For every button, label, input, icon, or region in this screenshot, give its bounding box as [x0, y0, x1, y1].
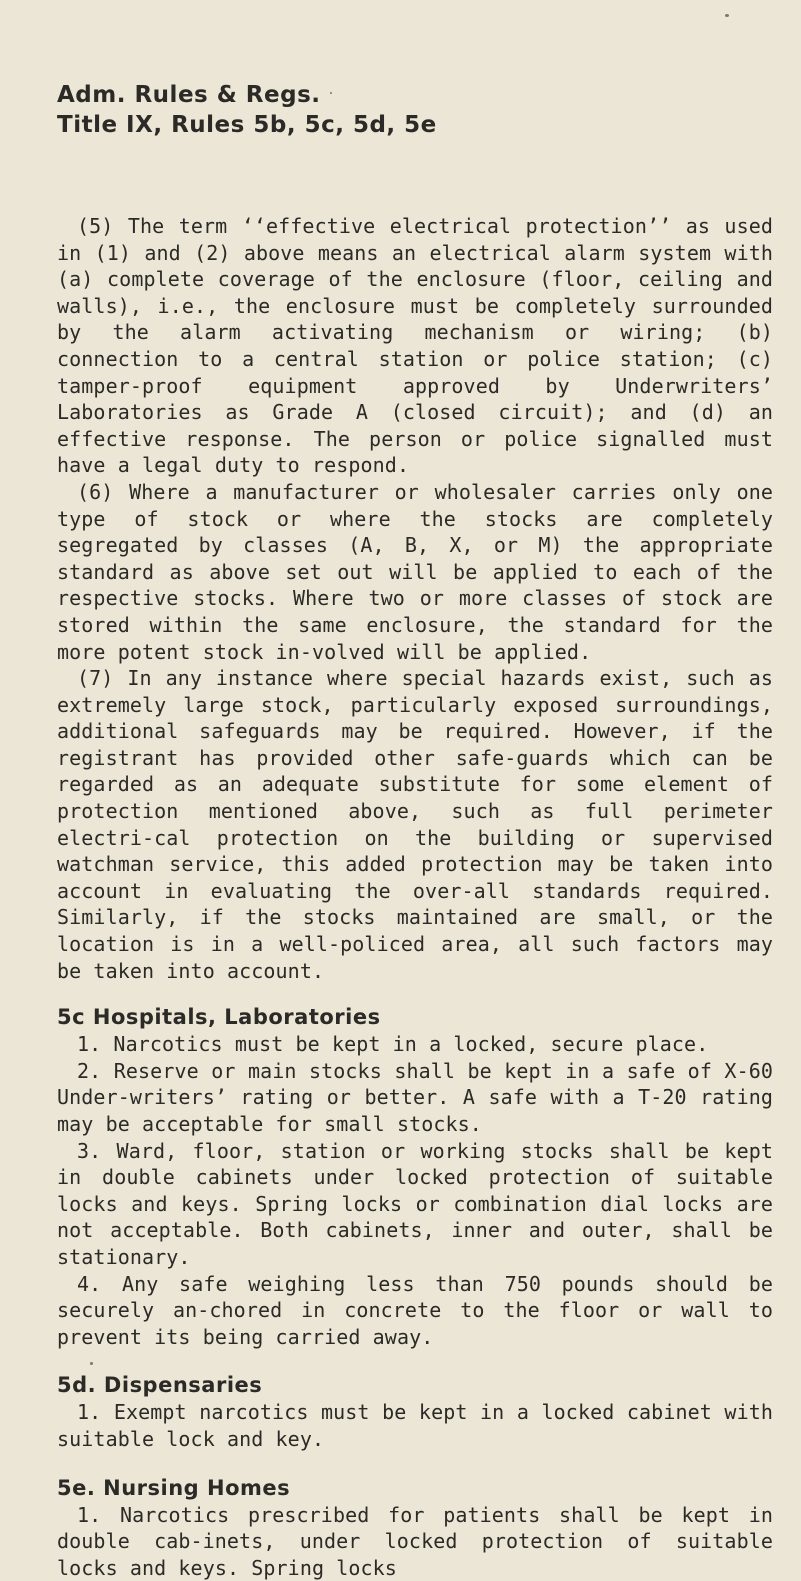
- section-5c-item-1: 1. Narcotics must be kept in a locked, secure place.: [77, 1032, 709, 1057]
- paper-speck: [90, 1362, 93, 1365]
- page-header: [57, 80, 773, 140]
- paragraph-6: (6) Where a manufacturer or wholesaler carries only one type of stock or where the stocks are completely segregated by classes (A, B, X, or M) the appropriate standard as above set out will be applied to each of the respective stocks. Where two or more classes of stock are stored within the same enclosure, the standard for the more potent stock in-volved will be applied.: [57, 479, 773, 664]
- section-5d: [57, 1372, 773, 1452]
- section-title: 5d. Dispensaries: [57, 1373, 263, 1398]
- section-5e-item-1: 1. Narcotics prescribed for patients shall be kept in double cab-inets, under locked protection of suitable locks and keys. Spring locks: [57, 1502, 773, 1580]
- section-5c-item-3: 3. Ward, floor, station or working stocks shall be kept in double cabinets under locked protection of suitable locks and keys. Spring locks or combination dial locks are not acceptable. Both cabinets, inner and outer, shall be stationary.: [57, 1138, 773, 1269]
- section-5d-item-1: 1. Exempt narcotics must be kept in a locked cabinet with suitable lock and key.: [57, 1400, 773, 1451]
- section-5c: [57, 1004, 773, 1350]
- paper-speck: [725, 14, 729, 17]
- paper-speck: [330, 92, 332, 94]
- section-5c-item-4: 4. Any safe weighing less than 750 pounds should be securely an-chored in concrete to the floor or wall to prevent its being carried away.: [57, 1271, 773, 1349]
- header-line-1: Adm. Rules & Regs.: [57, 82, 321, 108]
- section-5c-item-2: 2. Reserve or main stocks shall be kept in a safe of X-60 Under-writers’ rating or better. A safe with a T-20 rating may be acceptable for small stocks.: [57, 1058, 773, 1136]
- paragraph-5: (5) The term ‘‘effective electrical protection’’ as used in (1) and (2) above means an electrical alarm system with (a) complete coverage of the enclosure (floor, ceiling and walls), i.e., the enclosure must be completely surrounded by the alarm activating mechanism or wiring; (b) connection to a central station or police station; (c) tamper-proof equipment approved by Underwriters’ Laboratories as Grade A (closed circuit); and (d) an effective response. The person or police signalled must have a legal duty to respond.: [57, 214, 773, 478]
- section-title: 5e. Nursing Homes: [57, 1475, 291, 1500]
- document-body: [57, 213, 773, 1581]
- header-line-2: Title IX, Rules 5b, 5c, 5d, 5e: [57, 112, 437, 138]
- section-title: 5c Hospitals, Laboratories: [57, 1005, 381, 1030]
- paragraph-7: (7) In any instance where special hazards exist, such as extremely large stock, particularly exposed surroundings, additional safeguards may be required. However, if the registrant has provided other safe-guards which can be regarded as an adequate substitute for some element of protection mentioned above, such as full perimeter electri-cal protection on the building or supervised watchman service, this added protection may be taken into account in evaluating the over-all standards required. Similarly, if the stocks maintained are small, or the location is in a well-policed area, all such factors may be taken into account.: [57, 666, 773, 983]
- section-5e: [57, 1475, 773, 1581]
